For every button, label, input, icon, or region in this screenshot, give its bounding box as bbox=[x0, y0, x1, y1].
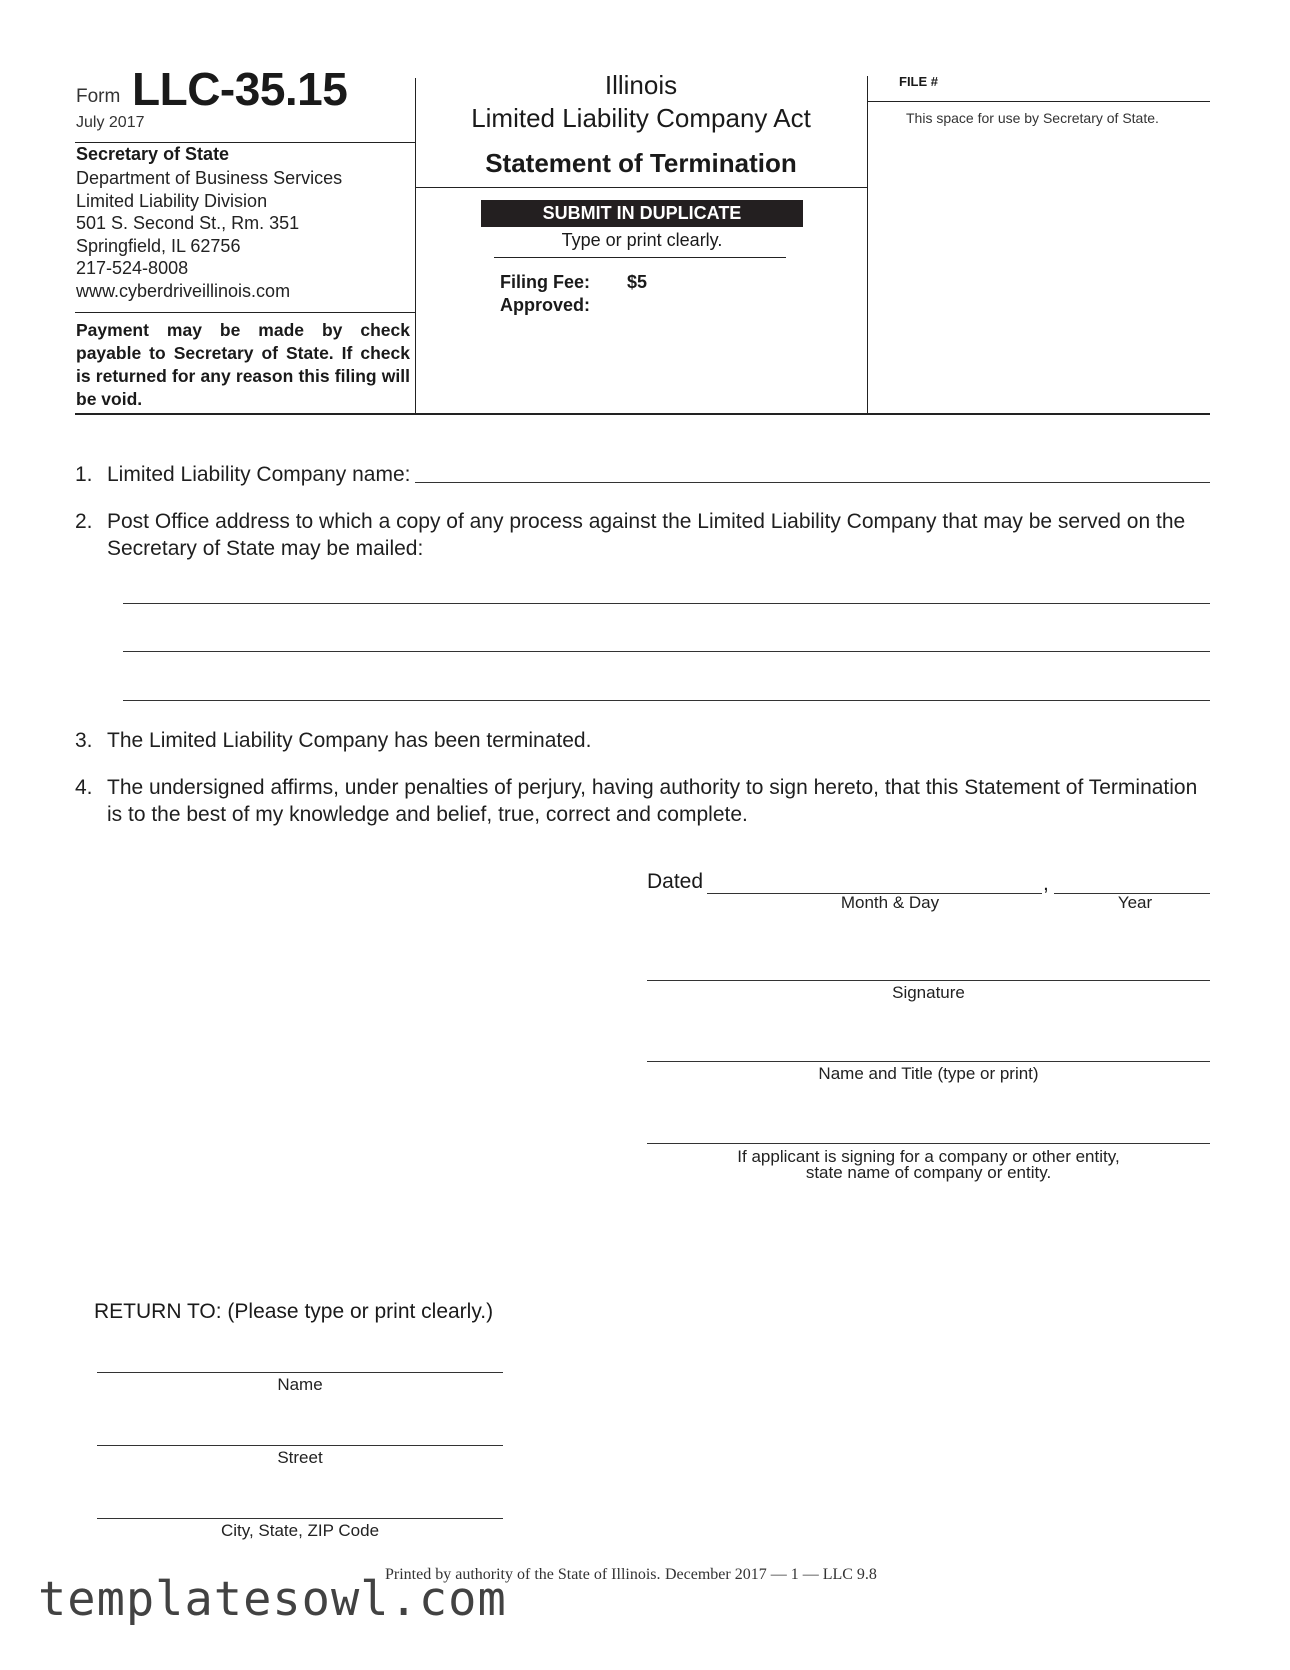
file-number-label: FILE # bbox=[899, 74, 939, 89]
header-center-divider bbox=[415, 187, 867, 188]
item3-text: The Limited Liability Company has been terminated. bbox=[107, 729, 592, 752]
submit-banner: SUBMIT IN DUPLICATE bbox=[481, 200, 803, 227]
entity-name-field[interactable] bbox=[647, 1143, 1210, 1144]
filing-fee-value: $5 bbox=[627, 272, 648, 292]
filing-fee-label: Filing Fee: bbox=[500, 272, 590, 292]
dated-comma: , bbox=[1043, 872, 1049, 895]
form-prefix: Form bbox=[76, 86, 121, 107]
return-to-heading: RETURN TO: (Please type or print clearly.) bbox=[94, 1300, 494, 1323]
form-date: July 2017 bbox=[76, 114, 145, 131]
header-col-divider-2 bbox=[867, 76, 868, 414]
return-street-caption: Street bbox=[277, 1448, 323, 1467]
llc-name-field[interactable] bbox=[415, 482, 1210, 483]
entity-caption-line-1: If applicant is signing for a company or other entity, bbox=[737, 1147, 1120, 1166]
month-day-caption: Month & Day bbox=[840, 893, 940, 912]
item2-number: 2. bbox=[75, 510, 93, 533]
entity-caption-line-2: state name of company or entity. bbox=[805, 1163, 1052, 1182]
statement-title: Statement of Termination bbox=[485, 148, 797, 178]
act-name: Limited Liability Company Act bbox=[471, 103, 811, 133]
po-address-line-2[interactable] bbox=[123, 651, 1210, 652]
office-line: 501 S. Second St., Rm. 351 bbox=[76, 213, 300, 233]
type-print-note: Type or print clearly. bbox=[561, 230, 723, 250]
office-line-website[interactable]: www.cyberdriveillinois.com bbox=[76, 280, 291, 301]
type-print-underline bbox=[494, 257, 786, 258]
item4-text: The undersigned affirms, under penalties of perjury, having authority to sign hereto, that this Statement of Termination is to the best of my knowledge and belief, true, correct and complete. bbox=[107, 776, 1198, 826]
item4-number: 4. bbox=[75, 776, 93, 799]
watermark-logo: templatesowl.com bbox=[38, 1572, 507, 1627]
name-title-caption: Name and Title (type or print) bbox=[818, 1064, 1039, 1083]
header-bottom-rule bbox=[75, 413, 1210, 415]
office-line: 217-524-8008 bbox=[76, 258, 189, 278]
office-line: Springfield, IL 62756 bbox=[76, 235, 241, 256]
return-name-caption: Name bbox=[277, 1375, 323, 1394]
printed-by-text: Printed by authority of the State of Illinois. bbox=[385, 1566, 661, 1583]
item2-label: Post Office address to which a copy of any process against the Limited Liability Company that may be served on the Secretary of State may be mailed: bbox=[107, 510, 1186, 560]
item3-number: 3. bbox=[75, 729, 93, 752]
office-line: Department of Business Services bbox=[76, 168, 343, 188]
payment-divider bbox=[75, 312, 415, 313]
file-number-line bbox=[867, 101, 1210, 102]
year-caption: Year bbox=[1117, 893, 1153, 912]
dated-label: Dated bbox=[647, 870, 704, 893]
signature-caption: Signature bbox=[892, 983, 965, 1002]
office-address bbox=[76, 167, 342, 302]
office-title: Secretary of State bbox=[76, 144, 230, 164]
return-street-field[interactable] bbox=[97, 1445, 503, 1446]
form-number: LLC-35.15 bbox=[132, 63, 348, 115]
po-address-line-1[interactable] bbox=[123, 603, 1210, 604]
payment-note: Payment may be made by check payable to Secretary of State. If check is returned for any reason this filing will be void. bbox=[76, 320, 410, 409]
header-left-divider bbox=[75, 142, 415, 143]
file-space-note: This space for use by Secretary of State. bbox=[906, 110, 1159, 126]
state-name: Illinois bbox=[604, 70, 678, 100]
item1-number: 1. bbox=[75, 463, 93, 486]
signature-field[interactable] bbox=[647, 980, 1210, 981]
item1-label: Limited Liability Company name: bbox=[107, 463, 411, 486]
printed-date-text: December 2017 — 1 — LLC 9.8 bbox=[664, 1566, 877, 1583]
return-city-caption: City, State, ZIP Code bbox=[220, 1521, 380, 1540]
return-name-field[interactable] bbox=[97, 1372, 503, 1373]
po-address-line-3[interactable] bbox=[123, 700, 1210, 701]
return-city-field[interactable] bbox=[97, 1518, 503, 1519]
approved-label: Approved: bbox=[500, 295, 590, 315]
office-line: Limited Liability Division bbox=[76, 190, 268, 211]
name-title-field[interactable] bbox=[647, 1061, 1210, 1062]
